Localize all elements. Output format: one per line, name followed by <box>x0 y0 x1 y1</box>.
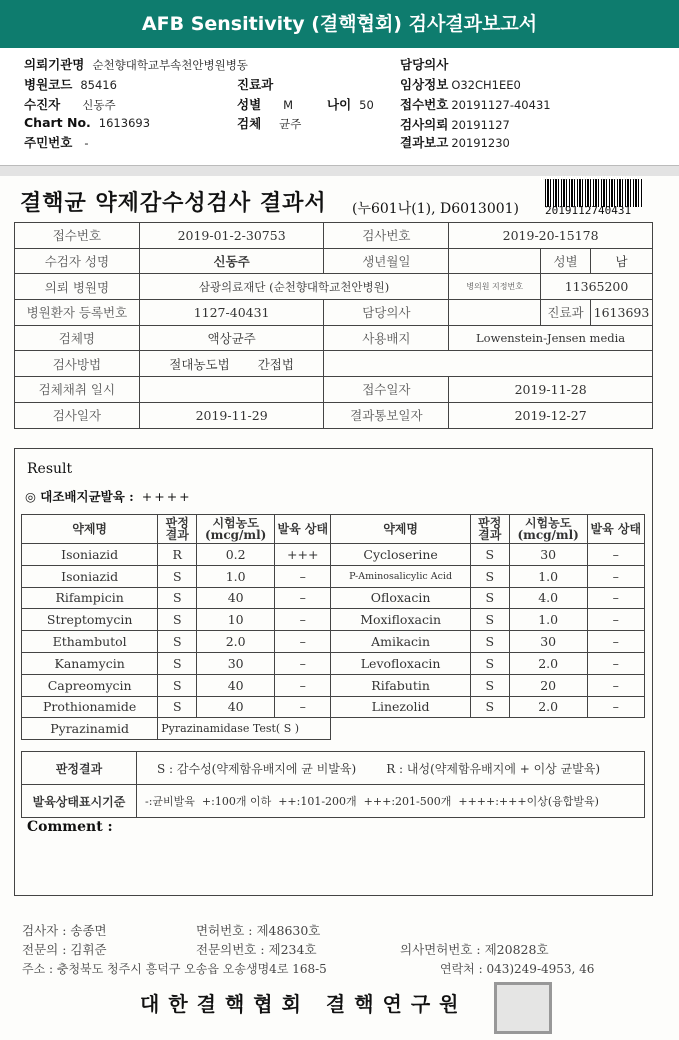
separator <box>0 166 679 176</box>
specimen-value: 균주 <box>279 117 302 131</box>
legend-judge-label: 판정결과 <box>22 752 137 785</box>
table-row <box>22 631 645 653</box>
table-row <box>22 652 645 674</box>
legend-judge-values <box>137 752 645 785</box>
dept-row <box>237 75 273 93</box>
judgement: S <box>158 674 197 696</box>
growth-status: – <box>587 652 644 674</box>
report-header: AFB Sensitivity (결핵협회) 검사결과보고서 <box>0 0 679 48</box>
cell-value: 2019-11-29 <box>139 402 324 428</box>
hospital-row <box>24 55 248 73</box>
barcode <box>545 179 643 207</box>
table-row <box>15 351 653 377</box>
patient-row <box>24 95 116 113</box>
drug-name: Ethambutol <box>22 631 158 653</box>
clinical-value: O32CH1EE0 <box>451 78 521 92</box>
cell-value: 2019-11-28 <box>449 377 653 403</box>
age-row <box>327 95 374 113</box>
cell-label: 담당의사 <box>324 300 449 326</box>
growth-status: – <box>587 544 644 566</box>
accession-value: 20191127-40431 <box>451 98 551 112</box>
table-row <box>22 785 645 818</box>
judgement: S <box>158 565 197 587</box>
cell-label: 병원환자 등록번호 <box>15 300 140 326</box>
organization-name: 대한결핵협회 결핵연구원 <box>140 992 468 1016</box>
request-value: 20191127 <box>451 118 510 132</box>
judgement: S <box>470 652 509 674</box>
chart-label: Chart No. <box>24 115 91 130</box>
doctor-license: 의사면허번호 : 제20828호 <box>400 942 549 957</box>
cell-label: 의뢰 병원명 <box>15 274 140 300</box>
growth-label: ◎ 대조배지균발육 : <box>25 489 134 504</box>
growth-status: – <box>587 565 644 587</box>
growth-status: – <box>587 674 644 696</box>
specimen-label: 검체 <box>237 116 262 131</box>
comment-label: Comment : <box>27 819 113 835</box>
specimen-row <box>237 114 301 132</box>
code-row <box>24 75 117 93</box>
cell-value: 1613693 <box>590 300 652 326</box>
cell-label: 검사방법 <box>15 351 140 377</box>
cell-value <box>139 351 324 377</box>
header-judge: 판정 결과 <box>470 515 509 544</box>
concentration: 10 <box>197 609 275 631</box>
table-row <box>15 300 653 326</box>
judgement: S <box>470 565 509 587</box>
cell-value: 11365200 <box>541 274 653 300</box>
drug-name: Levofloxacin <box>331 652 470 674</box>
phone: 연락처 : 043)249-4953, 46 <box>440 962 595 976</box>
growth-value: ++++ <box>141 489 192 504</box>
sex-label: 성별 <box>237 97 262 112</box>
table-row <box>22 544 645 566</box>
drug-name: P-Aminosalicylic Acid <box>331 565 470 587</box>
table-row <box>15 274 653 300</box>
rrn-label: 주민번호 <box>24 135 73 150</box>
cell-label: 검사일자 <box>15 402 140 428</box>
cell-value: 2019-12-27 <box>449 402 653 428</box>
concentration: 4.0 <box>509 587 587 609</box>
judgement: S <box>470 609 509 631</box>
growth-status: – <box>275 565 331 587</box>
rrn-row <box>24 133 88 151</box>
cell-empty <box>331 718 645 740</box>
header-judge: 판정 결과 <box>158 515 197 544</box>
table-row <box>22 718 645 740</box>
susceptibility-table <box>21 514 645 740</box>
table-row <box>15 402 653 428</box>
control-growth <box>25 487 192 505</box>
cell-label: 접수번호 <box>15 223 140 249</box>
report-value: 20191230 <box>451 136 510 150</box>
growth-status: – <box>587 696 644 718</box>
result-box <box>14 448 653 896</box>
cell-label: 진료과 <box>541 300 591 326</box>
official-seal <box>494 982 552 1034</box>
growth-status: – <box>275 696 331 718</box>
dept-label: 진료과 <box>237 77 274 92</box>
judgement: S <box>470 696 509 718</box>
header-drug: 약제명 <box>331 515 470 544</box>
drug-name: Rifabutin <box>331 674 470 696</box>
growth-status: – <box>587 587 644 609</box>
judgement: S <box>470 674 509 696</box>
method-2: 간접법 <box>257 356 294 372</box>
cell-value: 2019-01-2-30753 <box>139 223 324 249</box>
cell-label: 결과통보일자 <box>324 402 449 428</box>
hospital-label: 의뢰기관명 <box>24 57 85 72</box>
specialist: 전문의 : 김휘준 <box>22 942 107 957</box>
concentration: 30 <box>197 652 275 674</box>
concentration: 40 <box>197 696 275 718</box>
drug-name: Ofloxacin <box>331 587 470 609</box>
chart-row <box>24 115 150 130</box>
concentration: 2.0 <box>197 631 275 653</box>
request-label: 검사의뢰 <box>400 117 449 132</box>
concentration: 40 <box>197 587 275 609</box>
cell-value: 삼광의료재단 (순천향대학교천안병원) <box>139 274 448 300</box>
table-row <box>15 325 653 351</box>
cell-label: 접수일자 <box>324 377 449 403</box>
judgement: S <box>158 631 197 653</box>
method-1: 절대농도법 <box>169 356 230 372</box>
legend-growth-label: 발육상태표시기준 <box>22 785 137 818</box>
concentration: 30 <box>509 631 587 653</box>
report-row <box>400 133 510 151</box>
growth-status: – <box>587 609 644 631</box>
growth-status: – <box>275 609 331 631</box>
drug-name: Moxifloxacin <box>331 609 470 631</box>
drug-name: Capreomycin <box>22 674 158 696</box>
table-header <box>22 515 645 544</box>
address: 주소 : 충청북도 청주시 흥덕구 오송읍 오송생명4로 168-5 <box>22 962 327 976</box>
judgement: S <box>158 609 197 631</box>
concentration: 1.0 <box>509 609 587 631</box>
judgement: S <box>470 544 509 566</box>
header-growth: 발육 상태 <box>587 515 644 544</box>
sex-value: M <box>283 98 294 112</box>
drug-name: Amikacin <box>331 631 470 653</box>
request-info-table <box>14 222 653 429</box>
table-row <box>22 609 645 631</box>
scanned-document <box>0 176 679 1040</box>
doctor-label: 담당의사 <box>400 57 449 72</box>
concentration: 0.2 <box>197 544 275 566</box>
judgement: S <box>470 587 509 609</box>
growth-status: – <box>275 674 331 696</box>
table-row <box>22 696 645 718</box>
judgement: R <box>158 544 197 566</box>
table-row <box>22 587 645 609</box>
drug-name: Isoniazid <box>22 544 158 566</box>
table-row <box>22 565 645 587</box>
doctor-row <box>400 55 448 73</box>
patient-label: 수진자 <box>24 97 61 112</box>
cell-label: 검체채취 일시 <box>15 377 140 403</box>
table-row <box>15 223 653 249</box>
growth-status: – <box>275 631 331 653</box>
cell-label: 성별 <box>541 248 591 274</box>
legend-s: S : 감수성(약제함유배지에 균 비발육) <box>157 761 357 776</box>
drug-name: Cycloserine <box>331 544 470 566</box>
clinical-row <box>400 75 521 93</box>
judgement: S <box>158 587 197 609</box>
concentration: 2.0 <box>509 652 587 674</box>
cell-value: Lowenstein-Jensen media <box>449 325 653 351</box>
barcode-number: 2019112740431 <box>545 204 632 217</box>
concentration: 2.0 <box>509 696 587 718</box>
cell-value <box>449 300 541 326</box>
specialist-number: 전문의번호 : 제234호 <box>196 942 317 957</box>
cell-value: 2019-20-15178 <box>449 223 653 249</box>
patient-info-panel <box>0 48 679 166</box>
cell-label: 병의원 지정번호 <box>449 274 541 300</box>
cell-label: 사용배지 <box>324 325 449 351</box>
document-title: 결핵균 약제감수성검사 결과서 <box>20 190 327 216</box>
cell-value: 1127-40431 <box>139 300 324 326</box>
cell-value: 신동주 <box>139 248 324 274</box>
judgement: S <box>158 652 197 674</box>
accession-row <box>400 95 551 113</box>
cell-value <box>139 377 324 403</box>
concentration: 1.0 <box>197 565 275 587</box>
concentration: 1.0 <box>509 565 587 587</box>
age-value: 50 <box>359 98 374 112</box>
legend-growth-text: -:균비발육 +:100개 이하 ++:101-200개 +++:201-500개 ++++:+++이상(융합발육) <box>137 785 645 818</box>
code-label: 병원코드 <box>24 77 73 92</box>
age-label: 나이 <box>327 97 352 112</box>
growth-status: – <box>275 652 331 674</box>
drug-name: Rifampicin <box>22 587 158 609</box>
cell-empty <box>324 351 653 377</box>
legend-table <box>21 751 645 818</box>
drug-name: Pyrazinamid <box>22 718 158 740</box>
cell-label: 검사번호 <box>324 223 449 249</box>
growth-status: +++ <box>275 544 331 566</box>
concentration: 20 <box>509 674 587 696</box>
concentration: 30 <box>509 544 587 566</box>
header-conc: 시험농도 (mcg/ml) <box>197 515 275 544</box>
request-row <box>400 115 510 133</box>
cell-value: 액상균주 <box>139 325 324 351</box>
report-label: 결과보고 <box>400 135 449 150</box>
drug-name: Streptomycin <box>22 609 158 631</box>
judgement: S <box>470 631 509 653</box>
tester-license: 면허번호 : 제48630호 <box>196 923 321 938</box>
code-value: 85416 <box>80 78 117 92</box>
patient-value: 신동주 <box>82 98 116 112</box>
header-conc: 시험농도 (mcg/ml) <box>509 515 587 544</box>
hospital-value: 순천향대학교부속천안병원병동 <box>92 58 248 72</box>
result-title: Result <box>27 461 73 477</box>
drug-name: Linezolid <box>331 696 470 718</box>
sex-row <box>237 95 293 113</box>
clinical-label: 임상정보 <box>400 77 449 92</box>
table-row <box>15 248 653 274</box>
growth-status: – <box>587 631 644 653</box>
cell-label: 생년월일 <box>324 248 449 274</box>
drug-name: Isoniazid <box>22 565 158 587</box>
table-row <box>22 752 645 785</box>
pza-result: Pyrazinamidase Test( S ) <box>158 718 331 740</box>
legend-r: R : 내성(약제함유배지에 + 이상 균발육) <box>386 761 601 776</box>
header-growth: 발육 상태 <box>275 515 331 544</box>
cell-label: 검체명 <box>15 325 140 351</box>
table-row <box>22 674 645 696</box>
growth-status: – <box>275 587 331 609</box>
drug-name: Kanamycin <box>22 652 158 674</box>
accession-label: 접수번호 <box>400 97 449 112</box>
header-drug: 약제명 <box>22 515 158 544</box>
judgement: S <box>158 696 197 718</box>
cell-value <box>449 248 541 274</box>
concentration: 40 <box>197 674 275 696</box>
tester: 검사자 : 송종면 <box>22 923 107 938</box>
chart-value: 1613693 <box>98 116 151 130</box>
cell-value: 남 <box>590 248 652 274</box>
rrn-value: - <box>84 136 89 150</box>
cell-label: 수검자 성명 <box>15 248 140 274</box>
document-code: (누601나(1), D6013001) <box>352 201 520 217</box>
drug-name: Prothionamide <box>22 696 158 718</box>
table-row <box>15 377 653 403</box>
